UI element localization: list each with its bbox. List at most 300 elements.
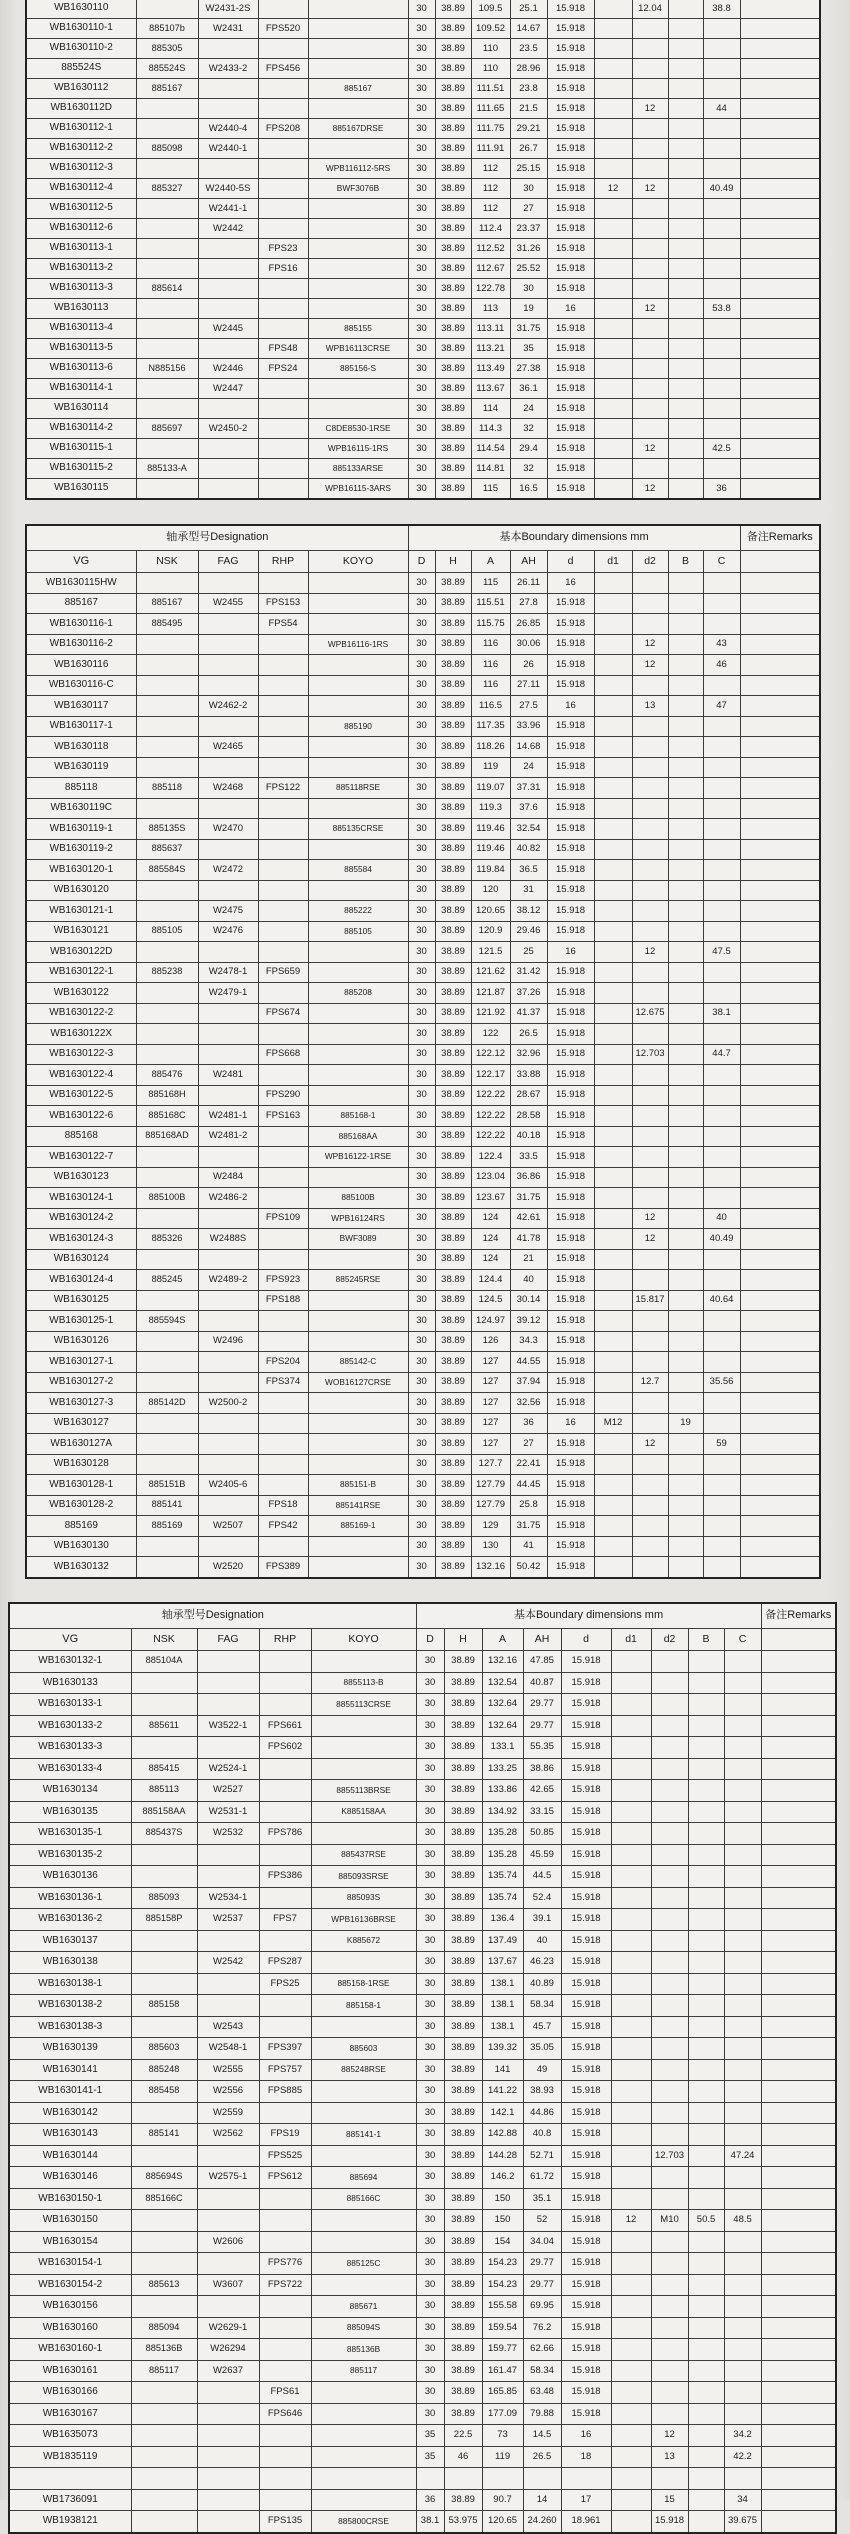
designation-cell-rhp: FPS776 [259, 2253, 311, 2275]
dimension-cell-A: 135.28 [482, 1823, 523, 1845]
dimension-cell-H: 38.89 [435, 319, 471, 339]
dimension-cell-H: 38.89 [435, 901, 471, 922]
designation-cell-fag: W3522-1 [197, 1715, 259, 1737]
designation-cell-fag: W2531-1 [197, 1801, 259, 1823]
dimension-cell-d1 [594, 1516, 632, 1537]
dimension-cell-A: 109.52 [471, 19, 510, 39]
dimension-cell-d2 [632, 757, 668, 778]
dimension-cell-d2 [651, 1844, 688, 1866]
dimension-cell-H: 38.89 [435, 1536, 471, 1557]
dimension-cell-A: 124.5 [471, 1290, 510, 1311]
dimension-cell-remarks [740, 439, 820, 459]
dimension-cell-d: 15.918 [561, 1715, 611, 1737]
dimension-cell-D: 30 [408, 99, 435, 119]
designation-cell-fag: W2484 [198, 1167, 258, 1188]
designation-cell-fag [198, 1147, 258, 1168]
dimension-cell-AH: 32.54 [510, 819, 547, 840]
dimension-cell-C [703, 1024, 740, 1045]
table-row [26, 0, 820, 19]
dimension-cell-D: 30 [408, 199, 435, 219]
dimension-cell-d1 [594, 716, 632, 737]
designation-cell-vg: WB1630118 [26, 737, 136, 758]
dimension-cell-H: 38.89 [435, 798, 471, 819]
dimension-cell-d2 [632, 419, 668, 439]
dimension-cell-C [703, 1495, 740, 1516]
dimension-cell-B [688, 2145, 724, 2167]
dimension-cell-d: 15.918 [561, 1887, 611, 1909]
dimension-cell-d1 [594, 1270, 632, 1291]
dimension-cell-d: 15.918 [547, 1516, 594, 1537]
dimension-cell-AH: 41.37 [510, 1003, 547, 1024]
dimension-cell-d: 15.918 [547, 279, 594, 299]
dimension-cell-AH: 34.04 [523, 2231, 561, 2253]
table-row [26, 399, 820, 419]
column-header-C: C [724, 1629, 761, 1651]
dimension-cell-remarks [761, 1737, 836, 1759]
dimension-cell-d2 [651, 1801, 688, 1823]
designation-cell-fag [198, 279, 258, 299]
dimension-cell-D: 30 [416, 2038, 444, 2060]
designation-cell-koyo [311, 1651, 416, 1673]
dimension-cell-B [668, 778, 703, 799]
dimension-cell-D: 30 [416, 2403, 444, 2425]
designation-cell-nsk [131, 2425, 197, 2447]
designation-cell-rhp [259, 2317, 311, 2339]
dimension-cell-C [724, 2167, 761, 2189]
dimension-cell-remarks [740, 1126, 820, 1147]
dimension-cell-C [703, 1147, 740, 1168]
dimension-cell-d2 [651, 1715, 688, 1737]
dimension-cell-d: 15.918 [561, 2167, 611, 2189]
table-row [26, 1147, 820, 1168]
designation-cell-nsk: 885415 [131, 1758, 197, 1780]
dimension-cell-D: 30 [416, 2210, 444, 2232]
table-row [26, 757, 820, 778]
dimension-cell-remarks [761, 2124, 836, 2146]
dimension-cell-d: 15.918 [561, 2081, 611, 2103]
table-row [26, 1229, 820, 1250]
dimension-cell-D: 30 [416, 1801, 444, 1823]
dimension-cell-d: 15.918 [547, 921, 594, 942]
designation-cell-nsk: 885166C [131, 2188, 197, 2210]
table-row [26, 1372, 820, 1393]
column-header-B: B [668, 551, 703, 573]
dimension-cell-C [724, 1995, 761, 2017]
designation-cell-rhp: FPS661 [259, 1715, 311, 1737]
dimension-cell-A: 122.17 [471, 1065, 510, 1086]
column-header-d1: d1 [611, 1629, 651, 1651]
dimension-cell-remarks [740, 737, 820, 758]
dimension-cell-AH: 31.75 [510, 1188, 547, 1209]
dimension-cell-d: 15.918 [547, 757, 594, 778]
designation-cell-rhp [259, 1672, 311, 1694]
dimension-cell-AH: 31.26 [510, 239, 547, 259]
dimension-cell-A: 120.65 [471, 901, 510, 922]
dimension-cell-H: 38.89 [444, 1866, 482, 1888]
designation-cell-fag [198, 880, 258, 901]
designation-cell-rhp: FPS208 [258, 119, 308, 139]
dimension-cell-d2: 12.7 [632, 1372, 668, 1393]
table-row [9, 2511, 836, 2533]
dimension-cell-d: 15.918 [561, 2339, 611, 2361]
dimension-cell-H: 38.89 [435, 1024, 471, 1045]
dimension-cell-D: 30 [408, 839, 435, 860]
dimension-cell-D: 30 [408, 1311, 435, 1332]
dimension-cell-A: 113.11 [471, 319, 510, 339]
designation-cell-koyo: 885168-1 [308, 1106, 408, 1127]
dimension-cell-AH: 42.61 [510, 1208, 547, 1229]
dimension-cell-D: 38.1 [416, 2511, 444, 2533]
designation-cell-fag [197, 2188, 259, 2210]
dimension-cell-remarks [761, 1715, 836, 1737]
dimension-cell-C [703, 1249, 740, 1270]
dimension-cell-C [703, 901, 740, 922]
dimension-cell-D: 30 [408, 39, 435, 59]
table-row [26, 675, 820, 696]
table-row [26, 593, 820, 614]
column-header-row [26, 551, 820, 573]
dimension-cell-d2 [632, 139, 668, 159]
dimension-cell-D: 30 [408, 279, 435, 299]
designation-cell-rhp [259, 1995, 311, 2017]
column-header-H: H [444, 1629, 482, 1651]
dimension-cell-D: 30 [408, 0, 435, 19]
dimension-cell-d: 15.918 [561, 1844, 611, 1866]
dimension-cell-D: 30 [408, 655, 435, 676]
designation-cell-nsk: 885245 [136, 1270, 198, 1291]
dimension-cell-H: 38.89 [444, 2210, 482, 2232]
dimension-cell-AH: 69.95 [523, 2296, 561, 2318]
dimension-cell-d1 [594, 634, 632, 655]
designation-cell-nsk: 885248 [131, 2059, 197, 2081]
dimension-cell-AH: 63.48 [523, 2382, 561, 2404]
designation-cell-koyo: 885151-B [308, 1475, 408, 1496]
dimension-cell-remarks [761, 2167, 836, 2189]
dimension-cell-D: 30 [408, 359, 435, 379]
dimension-cell-C [724, 1952, 761, 1974]
dimension-cell-H: 38.89 [435, 1270, 471, 1291]
dimension-cell-d2 [651, 2059, 688, 2081]
dimension-cell-C [724, 2403, 761, 2425]
designation-cell-nsk [136, 1249, 198, 1270]
dimension-cell-B [668, 1516, 703, 1537]
dimension-cell-A: 115 [471, 479, 510, 500]
dimension-cell-A: 159.77 [482, 2339, 523, 2361]
designation-cell-vg: WB1630144 [9, 2145, 131, 2167]
dimension-cell-remarks [761, 2339, 836, 2361]
designation-cell-koyo: WOB16127CRSE [308, 1372, 408, 1393]
dimension-cell-d2: 15.817 [632, 1290, 668, 1311]
dimension-cell-B [668, 1065, 703, 1086]
table-row [26, 1557, 820, 1578]
dimension-cell-C [724, 1823, 761, 1845]
dimension-cell-A: 110 [471, 59, 510, 79]
designation-cell-vg: WB1630127-3 [26, 1393, 136, 1414]
table-row [9, 2167, 836, 2189]
dimension-cell-D: 30 [416, 2059, 444, 2081]
designation-cell-vg: WB1630119-2 [26, 839, 136, 860]
dimension-cell-D: 30 [408, 259, 435, 279]
dimension-cell-B [688, 1801, 724, 1823]
dimension-cell-B [668, 1393, 703, 1414]
dimension-cell-H: 38.89 [435, 219, 471, 239]
dimension-cell-d1 [594, 199, 632, 219]
column-header-fag: FAG [198, 551, 258, 573]
dimension-cell-AH: 27.8 [510, 593, 547, 614]
designation-cell-fag: W2441-1 [198, 199, 258, 219]
dimension-cell-C [703, 757, 740, 778]
designation-cell-nsk: 885603 [131, 2038, 197, 2060]
dimension-cell-d: 18 [561, 2446, 611, 2468]
dimension-cell-D: 30 [408, 675, 435, 696]
dimension-cell-B [668, 19, 703, 39]
dimension-cell-AH: 52.71 [523, 2145, 561, 2167]
dimension-cell-AH: 30 [510, 279, 547, 299]
dimension-cell-d: 15.918 [547, 99, 594, 119]
designation-cell-rhp [259, 1801, 311, 1823]
dimension-cell-B [688, 1844, 724, 1866]
table-row [9, 1758, 836, 1780]
dimension-cell-C [703, 860, 740, 881]
dimension-cell-B [688, 2360, 724, 2382]
dimension-cell-d: 15.918 [561, 2274, 611, 2296]
dimension-cell-A: 112.4 [471, 219, 510, 239]
designation-cell-rhp [258, 901, 308, 922]
table-row [26, 1249, 820, 1270]
dimension-cell-d1 [594, 1167, 632, 1188]
designation-cell-vg: WB1630123 [26, 1167, 136, 1188]
designation-cell-vg: WB1630160-1 [9, 2339, 131, 2361]
dimension-cell-d: 15.918 [547, 1352, 594, 1373]
dimension-cell-C [724, 2016, 761, 2038]
designation-cell-rhp [258, 159, 308, 179]
designation-cell-vg: 885167 [26, 593, 136, 614]
table-row [26, 179, 820, 199]
dimension-cell-d: 15.918 [547, 593, 594, 614]
dimension-cell-D: 30 [416, 2253, 444, 2275]
dimension-cell-C [724, 1909, 761, 1931]
designation-cell-koyo [311, 2382, 416, 2404]
dimension-cell-AH: 26.5 [510, 1024, 547, 1045]
designation-cell-nsk [131, 1930, 197, 1952]
dimension-cell-d: 15.918 [547, 219, 594, 239]
designation-cell-koyo: 885141-1 [311, 2124, 416, 2146]
dimension-cell-C [703, 1331, 740, 1352]
dimension-cell-B [668, 819, 703, 840]
dimension-cell-AH: 25.52 [510, 259, 547, 279]
dimension-cell-H: 38.89 [435, 675, 471, 696]
designation-cell-koyo [308, 1249, 408, 1270]
dimension-cell-d1 [594, 1372, 632, 1393]
designation-cell-koyo [308, 942, 408, 963]
dimension-cell-C [703, 219, 740, 239]
dimension-cell-remarks [761, 1995, 836, 2017]
dimensions-group-header: 基本Boundary dimensions mm [408, 525, 740, 551]
dimension-cell-AH: 42.65 [523, 1780, 561, 1802]
dimension-cell-d: 16 [547, 573, 594, 594]
dimension-cell-d1 [594, 819, 632, 840]
dimension-cell-H: 38.89 [435, 880, 471, 901]
dimension-cell-C [703, 159, 740, 179]
dimension-cell-remarks [761, 2016, 836, 2038]
designation-cell-fag [198, 239, 258, 259]
designation-cell-fag: W2440-1 [198, 139, 258, 159]
dimension-cell-H: 38.89 [435, 259, 471, 279]
dimension-cell-d1 [611, 1651, 651, 1673]
dimension-cell-AH: 39.1 [523, 1909, 561, 1931]
dimension-cell-A: 90.7 [482, 2489, 523, 2511]
designation-cell-vg: 885169 [26, 1516, 136, 1537]
dimension-cell-d2: 12 [632, 439, 668, 459]
dimension-cell-H: 38.89 [435, 399, 471, 419]
designation-cell-koyo: BWF3076B [308, 179, 408, 199]
designation-cell-vg: WB1630124-3 [26, 1229, 136, 1250]
dimension-cell-A: 115.75 [471, 614, 510, 635]
dimension-cell-B [668, 1003, 703, 1024]
dimension-cell-C: 44 [703, 99, 740, 119]
designation-cell-rhp: FPS525 [259, 2145, 311, 2167]
designation-cell-nsk: 885135S [136, 819, 198, 840]
dimension-cell-B [668, 179, 703, 199]
dimension-cell-H: 38.89 [444, 2296, 482, 2318]
dimension-cell-AH: 55.35 [523, 1737, 561, 1759]
dimension-cell-d1 [611, 2360, 651, 2382]
designation-cell-koyo: 885117 [311, 2360, 416, 2382]
designation-cell-koyo: 885671 [311, 2296, 416, 2318]
dimension-cell-D: 30 [408, 1352, 435, 1373]
dimension-cell-A: 127 [471, 1372, 510, 1393]
dimension-cell-remarks [761, 2210, 836, 2232]
dimension-cell-d2 [632, 59, 668, 79]
dimension-cell-d: 15.918 [561, 2038, 611, 2060]
dimension-cell-AH: 30.06 [510, 634, 547, 655]
designation-cell-koyo [308, 757, 408, 778]
dimension-cell-AH: 21 [510, 1249, 547, 1270]
dimension-cell-C [703, 839, 740, 860]
designation-cell-nsk: 885141 [131, 2124, 197, 2146]
dimension-cell-d2 [632, 921, 668, 942]
dimension-cell-C: 40.64 [703, 1290, 740, 1311]
dimension-cell-d: 15.918 [547, 0, 594, 19]
table-row [26, 199, 820, 219]
dimension-cell-d: 15.918 [547, 1126, 594, 1147]
dimension-cell-A: 119 [471, 757, 510, 778]
dimension-cell-B [668, 1557, 703, 1578]
dimension-cell-d: 15.918 [547, 1085, 594, 1106]
designation-cell-rhp: FPS646 [259, 2403, 311, 2425]
designation-cell-vg: WB1630127-1 [26, 1352, 136, 1373]
dimension-cell-d1 [611, 1995, 651, 2017]
designation-cell-koyo: 885437RSE [311, 1844, 416, 1866]
dimension-cell-D: 30 [408, 319, 435, 339]
designation-cell-vg: WB1630138-3 [9, 2016, 131, 2038]
dimension-cell-remarks [761, 2296, 836, 2318]
dimension-cell-remarks [761, 2081, 836, 2103]
dimension-cell-D: 30 [416, 1651, 444, 1673]
dimension-cell-d1 [594, 1024, 632, 1045]
designation-cell-vg: WB1630120-1 [26, 860, 136, 881]
designation-cell-nsk: 885694S [131, 2167, 197, 2189]
designation-cell-vg: WB1630154-1 [9, 2253, 131, 2275]
table-row [26, 614, 820, 635]
dimension-cell-remarks [740, 259, 820, 279]
dimension-cell-B [688, 2317, 724, 2339]
dimension-cell-A: 132.16 [471, 1557, 510, 1578]
designation-cell-fag: W2472 [198, 860, 258, 881]
dimension-cell-d: 15.918 [547, 1249, 594, 1270]
dimension-cell-D: 30 [416, 2274, 444, 2296]
dimension-cell-D: 30 [416, 2081, 444, 2103]
dimension-cell-d: 15.918 [547, 339, 594, 359]
designation-cell-fag [198, 1454, 258, 1475]
dimension-cell-B [688, 2511, 724, 2533]
dimension-cell-remarks [740, 655, 820, 676]
dimension-cell-d1 [611, 2274, 651, 2296]
table-row [26, 279, 820, 299]
designation-cell-vg: WB1630114-2 [26, 419, 136, 439]
dimension-cell-d2: 12.703 [651, 2145, 688, 2167]
dimension-cell-C: 40.49 [703, 1229, 740, 1250]
column-header-D: D [416, 1629, 444, 1651]
dimension-cell-B [688, 1973, 724, 1995]
dimension-cell-H: 38.89 [444, 1887, 482, 1909]
dimension-cell-D: 30 [408, 299, 435, 319]
designation-cell-fag [198, 79, 258, 99]
dimension-cell-d: 18.961 [561, 2511, 611, 2533]
designation-cell-fag: W2433-2 [198, 59, 258, 79]
dimension-cell-remarks [740, 119, 820, 139]
dimension-cell-d: 15.918 [547, 199, 594, 219]
designation-cell-vg: WB1630119C [26, 798, 136, 819]
designation-cell-fag [198, 614, 258, 635]
dimension-cell-C [703, 675, 740, 696]
designation-cell-koyo [311, 1715, 416, 1737]
designation-cell-koyo: WPB116112-5RS [308, 159, 408, 179]
designation-cell-nsk [136, 696, 198, 717]
dimension-cell-B [688, 2274, 724, 2296]
dimension-cell-B: 50.5 [688, 2210, 724, 2232]
designation-cell-koyo: 885141RSE [308, 1495, 408, 1516]
dimension-cell-A: 127 [471, 1393, 510, 1414]
dimension-cell-d1 [594, 839, 632, 860]
dimension-cell-d1 [611, 2403, 651, 2425]
table-row [9, 2403, 836, 2425]
designation-cell-fag [198, 1352, 258, 1373]
dimension-cell-d1 [594, 1454, 632, 1475]
dimension-cell-D: 30 [416, 1866, 444, 1888]
column-header-koyo: KOYO [311, 1629, 416, 1651]
designation-cell-fag [198, 716, 258, 737]
designation-cell-fag [198, 1290, 258, 1311]
dimension-cell-C: 39.675 [724, 2511, 761, 2533]
designation-cell-rhp [258, 1413, 308, 1434]
designation-cell-rhp [259, 1758, 311, 1780]
designation-cell-koyo: 885100B [308, 1188, 408, 1209]
designation-cell-vg: WB1630114 [26, 399, 136, 419]
table-row [9, 2253, 836, 2275]
designation-cell-fag [198, 159, 258, 179]
dimension-cell-AH: 40 [510, 1270, 547, 1291]
designation-cell-rhp [258, 798, 308, 819]
dimension-cell-D: 36 [416, 2489, 444, 2511]
dimension-cell-AH: 49 [523, 2059, 561, 2081]
dimension-cell-H: 38.89 [444, 2339, 482, 2361]
dimension-cell-A: 141.22 [482, 2081, 523, 2103]
designation-cell-nsk [131, 2102, 197, 2124]
designation-cell-fag: W2496 [198, 1331, 258, 1352]
dimension-cell-d: 15.918 [547, 59, 594, 79]
dimension-cell-C [703, 1270, 740, 1291]
